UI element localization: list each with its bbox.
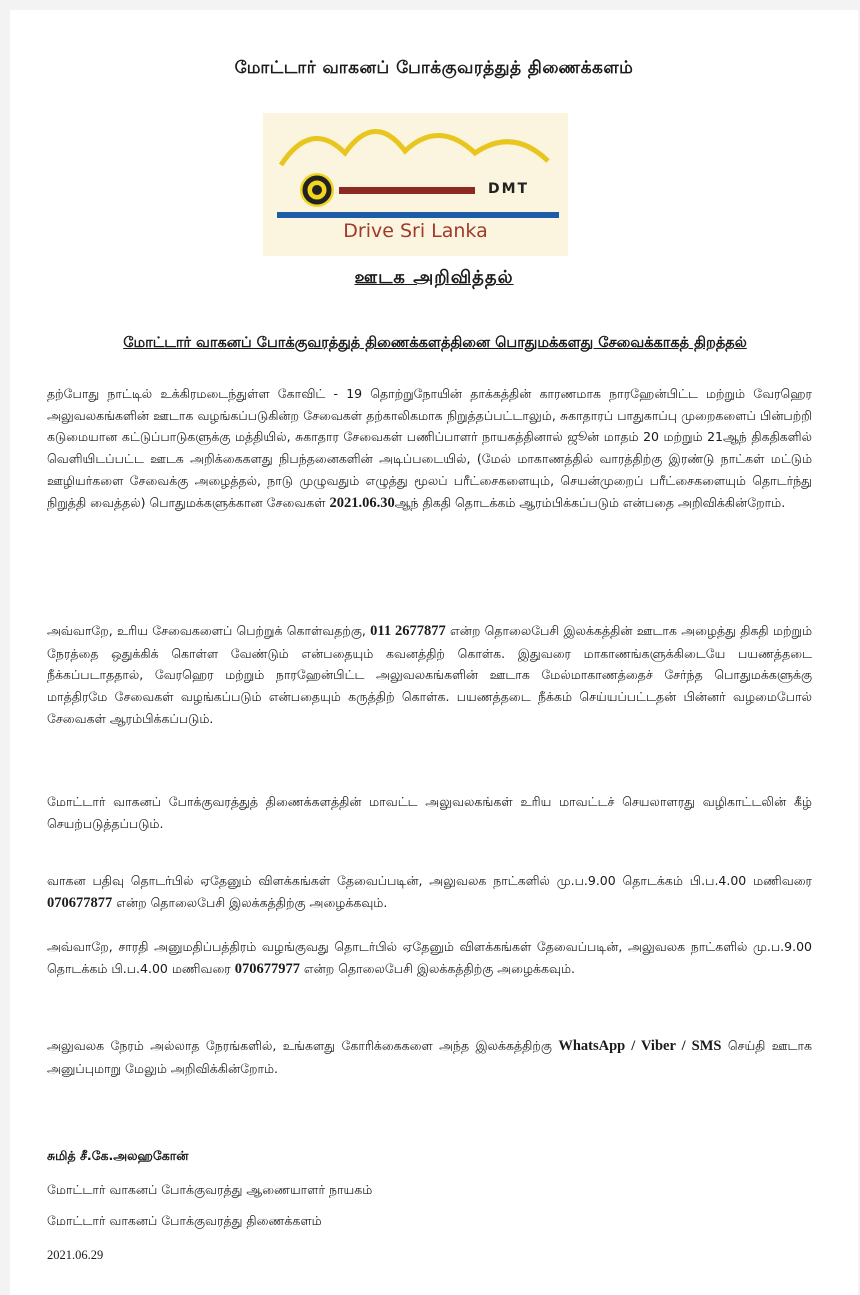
paragraph-3-text: மோட்டார் வாகனப் போக்குவரத்துத் திணைக்களத்தின் மாவட்ட அலுவலகங்கள் உரிய மாவட்டச் செயலாளரது வழிகாட்டலின் கீழ் செயற்படுத்தப்படும்.	[47, 794, 812, 831]
press-release-page	[10, 10, 858, 1295]
paragraph-4-text: வாகன பதிவு தொடர்பில் ஏதேனும் விளக்கங்கள் தேவைப்படின், அலுவலக நாட்களில் மு.ப.9.00 தொடக்கம் பி.ப.4.00 மணிவரை	[47, 873, 812, 888]
paragraph-1-date: 2021.06.30	[329, 494, 395, 511]
paragraph-1-text: தற்போது நாட்டில் உக்கிரமடைந்துள்ள கோவிட் - 19 தொற்றுநோயின் தாக்கத்தின் காரணமாக நாரஹேன்பிட்ட மற்றும் வேரஹெர அலுவலகங்களின் ஊடாக வழங்கப்படுகின்ற சேவைகள் தற்காலிகமாக நிறுத்தப்பட்டாலும், சுகாதாரப் பாதுகாப்பு முறைகளைப் பின்பற்றி கடுமையான கட்டுப்பாடுகளுக்கு மத்தியில், சுகாதார சேவைகள் பணிப்பாளர் நாயகத்தினால் ஜூன் மாதம் 20 மற்றும் 21ஆந் திகதிகளில் வெளியிடப்பட்ட ஊடக அறிக்கைகளது நிபந்தனைகளின் அடிப்படையில், (மேல் மாகாணத்தில் வாரத்திற்கு இரண்டு நாட்கள் மட்டும் ஊழியர்களை சேவைக்கு அழைத்தல், நாடு முழுவதும் எழுத்து மூலப் பரீட்சைகளையும், செயன்முறைப் பரீட்சைகளையும் தொடர்ந்து நிறுத்தி வைத்தல்) பொதுமக்களுக்கான சேவைகள்	[47, 386, 812, 510]
paragraph-6-text-end: செய்தி ஊடாக அனுப்புமாறு மேலும் அறிவிக்கின்றோம்.	[47, 1038, 812, 1076]
signatory-department: மோட்டார் வாகனப் போக்குவரத்து திணைக்களம்	[47, 1213, 322, 1228]
logo-arc	[281, 131, 548, 165]
paragraph-6	[47, 1035, 812, 1079]
paragraph-4-phone: 070677877	[47, 894, 113, 911]
signatory-position: மோட்டார் வாகனப் போக்குவரத்து ஆணையாளர் நாயகம்	[47, 1182, 373, 1197]
paragraph-2-text: அவ்வாறே, உரிய சேவைகளைப் பெற்றுக் கொள்வதற்கு,	[47, 623, 371, 638]
paragraph-1-text-end: ஆந் திகதி தொடக்கம் ஆரம்பிக்கப்படும் என்பதை அறிவிக்கின்றோம்.	[394, 494, 786, 510]
logo-tagline: Drive Sri Lanka	[343, 220, 488, 242]
paragraph-6-text: அலுவலக நேரம் அல்லாத நேரங்களில், உங்களது கோரிக்கைகளை அந்த இலக்கத்திற்கு	[47, 1038, 559, 1053]
logo-red-bar	[339, 187, 475, 194]
notice-subject: மோட்டார் வாகனப் போக்குவரத்துத் திணைக்களத்தினை பொதுமக்களது சேவைக்காகத் திறத்தல்	[123, 335, 747, 351]
paragraph-5-text-end: என்ற தொலைபேசி இலக்கத்திற்கு அழைக்கவும்.	[299, 960, 576, 976]
department-title: மோட்டார் வாகனப் போக்குவரத்துத் திணைக்களம்	[234, 58, 634, 78]
paragraph-2-text-end: என்ற தொலைபேசி இலக்கத்தின் ஊடாக அழைத்து திகதி மற்றும் நேரத்தை ஒதுக்கிக் கொள்ள வேண்டும் என்பதையும் கவனத்திற் கொள்க. இதுவரை மாகாணங்களுக்கிடையே பயணத்தடை நீக்கப்படாததால், வேரஹெர மற்றும் நாரஹேன்பிட்ட அலுவலகங்களின் ஊடாக மேல்மாகாணத்தைச் சேர்ந்த பொதுமக்களுக்கு மாத்திரமே சேவைகள் வழங்கப்படும் என்பதையும் கருத்திற் கொள்க. பயணத்தடை நீக்கம் செய்யப்பட்டதன் பின்னர் வழமைபோல் சேவைகள் ஆரம்பிக்கப்படும்.	[47, 623, 813, 726]
release-date: 2021.06.29	[47, 1248, 104, 1262]
paragraph-5	[47, 936, 812, 980]
paragraph-5-text: அவ்வாறே, சாரதி அனுமதிப்பத்திரம் வழங்குவது தொடர்பில் ஏதேனும் விளக்கங்கள் தேவைப்படின், அலுவலக நாட்களில் மு.ப.9.00 தொடக்கம் பி.ப.4.00 மணிவரை	[47, 939, 812, 976]
paragraph-6-channels: WhatsApp / Viber / SMS	[558, 1038, 722, 1054]
dmt-logo	[263, 113, 568, 256]
paragraph-3	[47, 791, 812, 834]
paragraph-2	[47, 620, 812, 730]
paragraph-5-phone: 070677977	[234, 960, 300, 977]
signatory-name: சுமித் சீ.கே.அலஹகோன்	[47, 1148, 189, 1163]
paragraph-2-phone: 011 2677877	[370, 623, 446, 639]
logo-blue-bar	[277, 212, 559, 218]
paragraph-4	[47, 870, 812, 914]
notice-heading: ஊடக அறிவித்தல்	[354, 267, 514, 288]
paragraph-4-text-end: என்ற தொலைபேசி இலக்கத்திற்கு அழைக்கவும்.	[112, 894, 388, 910]
logo-abbreviation: DMT	[488, 181, 530, 197]
paragraph-1	[47, 383, 812, 514]
logo-wheel-hub	[312, 185, 322, 195]
